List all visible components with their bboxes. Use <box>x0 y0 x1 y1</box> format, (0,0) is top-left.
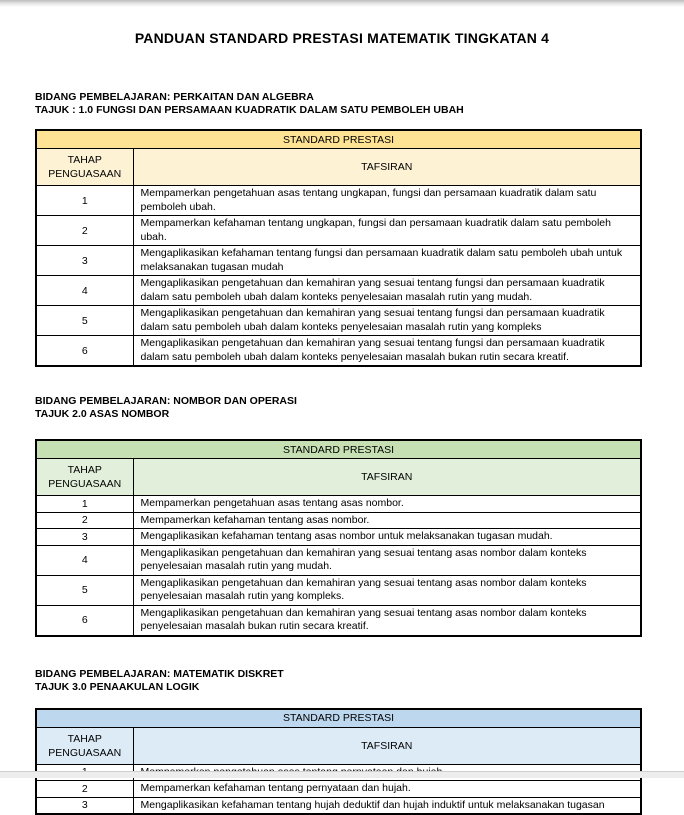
tahap-level-value: 5 <box>36 575 133 605</box>
table-title-row <box>36 709 641 728</box>
tafsiran-text: Mengaplikasikan kefahaman tentang asas nombor untuk melaksanakan tugasan mudah. <box>133 529 641 546</box>
table-row <box>36 186 641 216</box>
column-header-row <box>36 459 641 496</box>
bidang-pembelajaran-heading: BIDANG PEMBELAJARAN: MATEMATIK DISKRET <box>35 668 646 681</box>
table-title-row <box>36 130 641 149</box>
table-title: STANDARD PRESTASI <box>36 440 641 459</box>
column-header-tafsiran: TAFSIRAN <box>133 727 641 764</box>
tafsiran-text: Mengaplikasikan pengetahuan dan kemahiran yang sesuai tentang asas nombor dalam konteks penyelesaian masalah rutin yang mudah. <box>133 545 641 575</box>
tahap-level-value: 6 <box>36 605 133 636</box>
tafsiran-text: Mengaplikasikan kefahaman tentang hujah deduktif dan hujah induktif untuk melaksanakan tugasan <box>133 797 641 814</box>
table-row <box>36 512 641 529</box>
table-row <box>36 276 641 306</box>
table-row <box>36 246 641 276</box>
tafsiran-text: Mengaplikasikan pengetahuan dan kemahiran yang sesuai tentang fungsi dan persamaan kuadratik dalam satu pemboleh ubah dalam konteks penyelesaian masalah rutin yang kompleks <box>133 306 641 336</box>
column-header-tafsiran: TAFSIRAN <box>133 459 641 496</box>
table-row <box>36 306 641 336</box>
table-row <box>36 529 641 546</box>
page-bottom-edge <box>0 771 684 778</box>
table-title-row <box>36 440 641 459</box>
tahap-level-value: 6 <box>36 336 133 367</box>
table-title: STANDARD PRESTASI <box>36 130 641 149</box>
column-header-row <box>36 149 641 186</box>
tajuk-heading: TAJUK 3.0 PENAAKULAN LOGIK <box>35 681 646 694</box>
tafsiran-text: Mengaplikasikan kefahaman tentang fungsi dan persamaan kuadratik dalam satu pemboleh ubah untuk melaksanakan tugasan mudah <box>133 246 641 276</box>
tajuk-heading: TAJUK : 1.0 FUNGSI DAN PERSAMAAN KUADRATIK DALAM SATU PEMBOLEH UBAH <box>35 104 646 117</box>
standard-prestasi-table <box>35 708 642 815</box>
bidang-pembelajaran-heading: BIDANG PEMBELAJARAN: NOMBOR DAN OPERASI <box>35 395 646 408</box>
table-row <box>36 605 641 636</box>
tafsiran-text: Mempamerkan kefahaman tentang ungkapan, fungsi dan persamaan kuadratik dalam satu pemboleh ubah. <box>133 216 641 246</box>
tahap-level-value: 1 <box>36 186 133 216</box>
tahap-level-value: 2 <box>36 781 133 798</box>
table-row <box>36 216 641 246</box>
table-row <box>36 797 641 814</box>
learning-area-section <box>35 668 646 815</box>
tahap-level-value: 5 <box>36 306 133 336</box>
tafsiran-text: Mengaplikasikan pengetahuan dan kemahiran yang sesuai tentang fungsi dan persamaan kuadratik dalam satu pemboleh ubah dalam konteks penyelesaian masalah bukan rutin secara kreatif. <box>133 336 641 367</box>
tahap-level-value: 1 <box>36 496 133 513</box>
table-row <box>36 496 641 513</box>
table-title: STANDARD PRESTASI <box>36 709 641 728</box>
tahap-level-value: 4 <box>36 276 133 306</box>
tafsiran-text: Mempamerkan kefahaman tentang pernyataan dan hujah. <box>133 781 641 798</box>
tafsiran-text: Mengaplikasikan pengetahuan dan kemahiran yang sesuai tentang fungsi dan persamaan kuadratik dalam satu pemboleh ubah dalam konteks penyelesaian masalah rutin yang mudah. <box>133 276 641 306</box>
document-title: PANDUAN STANDARD PRESTASI MATEMATIK TINGKATAN 4 <box>0 30 684 46</box>
column-header-row <box>36 727 641 764</box>
tafsiran-text: Mempamerkan pengetahuan asas tentang ungkapan, fungsi dan persamaan kuadratik dalam satu pemboleh ubah. <box>133 186 641 216</box>
tafsiran-text: Mengaplikasikan pengetahuan dan kemahiran yang sesuai tentang asas nombor dalam konteks penyelesaian masalah bukan rutin secara kreatif. <box>133 605 641 636</box>
learning-area-section <box>35 91 646 367</box>
standard-prestasi-table <box>35 439 642 637</box>
column-header-tahap-penguasaan: TAHAP PENGUASAAN <box>36 459 133 496</box>
tahap-level-value: 2 <box>36 512 133 529</box>
table-row <box>36 781 641 798</box>
tahap-level-value: 3 <box>36 797 133 814</box>
column-header-tafsiran: TAFSIRAN <box>133 149 641 186</box>
tahap-level-value: 4 <box>36 545 133 575</box>
tahap-level-value: 3 <box>36 246 133 276</box>
table-row <box>36 575 641 605</box>
table-row <box>36 336 641 367</box>
tahap-level-value: 3 <box>36 529 133 546</box>
tafsiran-text: Mempamerkan kefahaman tentang asas nombor. <box>133 512 641 529</box>
column-header-tahap-penguasaan: TAHAP PENGUASAAN <box>36 727 133 764</box>
tafsiran-text: Mempamerkan pengetahuan asas tentang asas nombor. <box>133 496 641 513</box>
column-header-tahap-penguasaan: TAHAP PENGUASAAN <box>36 149 133 186</box>
page-top-edge <box>0 0 684 7</box>
document-content <box>0 91 684 815</box>
learning-area-section <box>35 395 646 637</box>
table-row <box>36 545 641 575</box>
tafsiran-text: Mengaplikasikan pengetahuan dan kemahiran yang sesuai tentang asas nombor dalam konteks penyelesaian masalah rutin yang kompleks. <box>133 575 641 605</box>
tahap-level-value: 2 <box>36 216 133 246</box>
bidang-pembelajaran-heading: BIDANG PEMBELAJARAN: PERKAITAN DAN ALGEBRA <box>35 91 646 104</box>
tajuk-heading: TAJUK 2.0 ASAS NOMBOR <box>35 408 646 421</box>
standard-prestasi-table <box>35 129 642 367</box>
